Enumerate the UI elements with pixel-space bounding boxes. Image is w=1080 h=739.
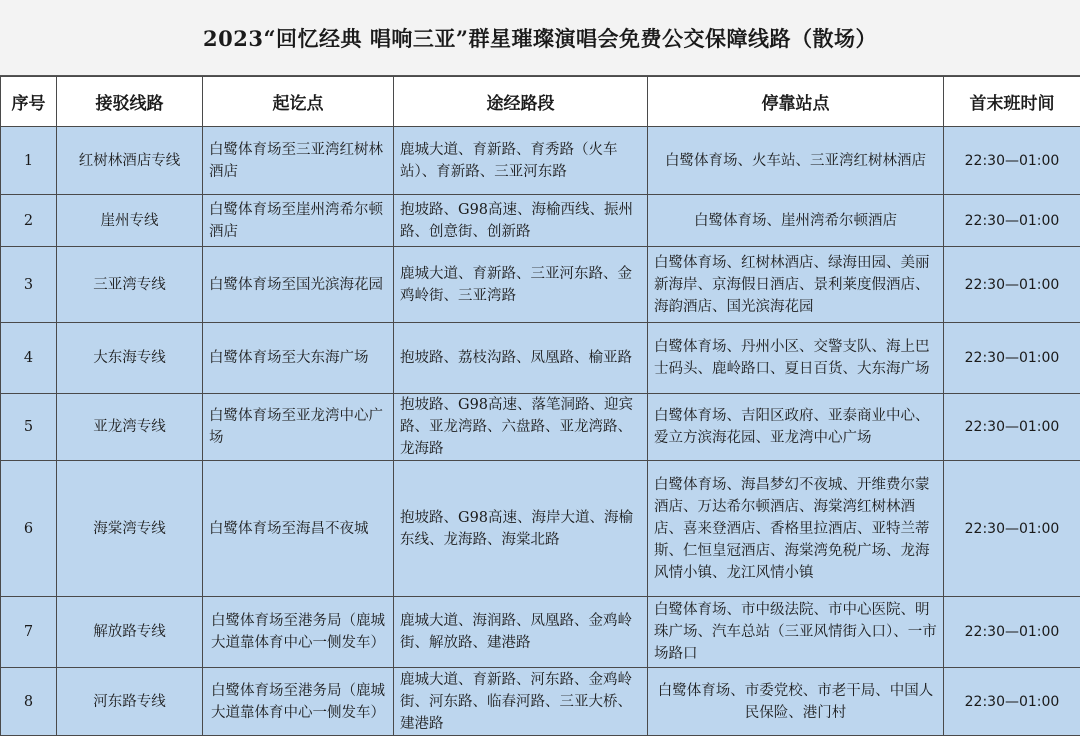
- table-row: [1, 195, 1080, 247]
- cell-stops: 白鹭体育场、火车站、三亚湾红树林酒店: [648, 127, 944, 195]
- cell-endpoints: 白鹭体育场至港务局（鹿城大道靠体育中心一侧发车）: [203, 597, 394, 668]
- cell-time: 22:30—01:00: [944, 394, 1080, 461]
- table-row: [1, 394, 1080, 461]
- cell-endpoints: 白鹭体育场至大东海广场: [203, 323, 394, 394]
- cell-stops: 白鹭体育场、丹州小区、交警支队、海上巴士码头、鹿岭路口、夏日百货、大东海广场: [648, 323, 944, 394]
- cell-no: 6: [1, 461, 57, 597]
- cell-line: 红树林酒店专线: [57, 127, 203, 195]
- table-row: [1, 461, 1080, 597]
- cell-no: 2: [1, 195, 57, 247]
- cell-endpoints: 白鹭体育场至港务局（鹿城大道靠体育中心一侧发车）: [203, 668, 394, 736]
- cell-stops: 白鹭体育场、吉阳区政府、亚泰商业中心、爱立方滨海花园、亚龙湾中心广场: [648, 394, 944, 461]
- header-line: 接驳线路: [57, 77, 203, 127]
- cell-line: 大东海专线: [57, 323, 203, 394]
- cell-route: 鹿城大道、育新路、三亚河东路、金鸡岭街、三亚湾路: [394, 247, 648, 323]
- cell-line: 解放路专线: [57, 597, 203, 668]
- cell-time: 22:30—01:00: [944, 195, 1080, 247]
- header-endpoints: 起讫点: [203, 77, 394, 127]
- cell-time: 22:30—01:00: [944, 597, 1080, 668]
- cell-time: 22:30—01:00: [944, 461, 1080, 597]
- header-stops: 停靠站点: [648, 77, 944, 127]
- cell-route: 鹿城大道、海润路、凤凰路、金鸡岭街、解放路、建港路: [394, 597, 648, 668]
- cell-endpoints: 白鹭体育场至崖州湾希尔顿酒店: [203, 195, 394, 247]
- cell-stops: 白鹭体育场、市委党校、市老干局、中国人民保险、港门村: [648, 668, 944, 736]
- cell-line: 三亚湾专线: [57, 247, 203, 323]
- cell-endpoints: 白鹭体育场至海昌不夜城: [203, 461, 394, 597]
- cell-line: 河东路专线: [57, 668, 203, 736]
- cell-time: 22:30—01:00: [944, 323, 1080, 394]
- table-row: [1, 127, 1080, 195]
- header-route: 途经路段: [394, 77, 648, 127]
- table-header-row: [1, 77, 1080, 127]
- cell-line: 亚龙湾专线: [57, 394, 203, 461]
- cell-line: 海棠湾专线: [57, 461, 203, 597]
- cell-stops: 白鹭体育场、红树林酒店、绿海田园、美丽新海岸、京海假日酒店、景利莱度假酒店、海韵酒店、国光滨海花园: [648, 247, 944, 323]
- cell-stops: 白鹭体育场、市中级法院、市中心医院、明珠广场、汽车总站（三亚风情街入口）、一市场路口: [648, 597, 944, 668]
- cell-no: 3: [1, 247, 57, 323]
- cell-no: 8: [1, 668, 57, 736]
- cell-time: 22:30—01:00: [944, 247, 1080, 323]
- cell-stops: 白鹭体育场、崖州湾希尔顿酒店: [648, 195, 944, 247]
- cell-line: 崖州专线: [57, 195, 203, 247]
- cell-route: 鹿城大道、育新路、育秀路（火车站）、育新路、三亚河东路: [394, 127, 648, 195]
- cell-no: 7: [1, 597, 57, 668]
- table-row: [1, 597, 1080, 668]
- page-title: 2023“回忆经典 唱响三亚”群星璀璨演唱会免费公交保障线路（散场）: [0, 0, 1080, 76]
- header-time: 首末班时间: [944, 77, 1080, 127]
- cell-route: 抱坡路、G98高速、落笔洞路、迎宾路、亚龙湾路、六盘路、亚龙湾路、龙海路: [394, 394, 648, 461]
- header-no: 序号: [1, 77, 57, 127]
- cell-no: 5: [1, 394, 57, 461]
- table-row: [1, 668, 1080, 736]
- cell-time: 22:30—01:00: [944, 127, 1080, 195]
- cell-stops: 白鹭体育场、海昌梦幻不夜城、开维费尔蒙酒店、万达希尔顿酒店、海棠湾红树林酒店、喜来登酒店、香格里拉酒店、亚特兰蒂斯、仁恒皇冠酒店、海棠湾免税广场、龙海风情小镇、龙江风情小镇: [648, 461, 944, 597]
- cell-route: 鹿城大道、育新路、河东路、金鸡岭街、河东路、临春河路、三亚大桥、建港路: [394, 668, 648, 736]
- cell-endpoints: 白鹭体育场至国光滨海花园: [203, 247, 394, 323]
- table-row: [1, 323, 1080, 394]
- cell-no: 1: [1, 127, 57, 195]
- cell-endpoints: 白鹭体育场至三亚湾红树林酒店: [203, 127, 394, 195]
- cell-route: 抱坡路、G98高速、海榆西线、振州路、创意街、创新路: [394, 195, 648, 247]
- cell-time: 22:30—01:00: [944, 668, 1080, 736]
- cell-route: 抱坡路、荔枝沟路、凤凰路、榆亚路: [394, 323, 648, 394]
- cell-no: 4: [1, 323, 57, 394]
- table-row: [1, 247, 1080, 323]
- bus-routes-table: [0, 76, 1080, 736]
- cell-endpoints: 白鹭体育场至亚龙湾中心广场: [203, 394, 394, 461]
- cell-route: 抱坡路、G98高速、海岸大道、海榆东线、龙海路、海棠北路: [394, 461, 648, 597]
